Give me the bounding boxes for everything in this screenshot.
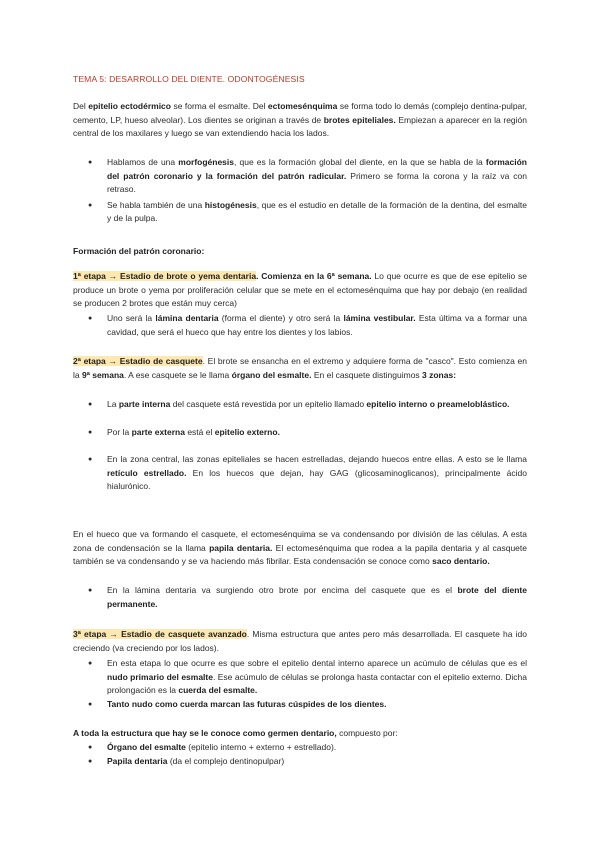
- heading-text: Formación del patrón coronario:: [73, 246, 205, 256]
- text: La: [107, 399, 119, 409]
- text: (epitelio interno + externo + estrellado).: [185, 742, 337, 752]
- text: Empiezan a aparecer en la región central de los maxilares y luego se van extendiendo hacia los lados.: [73, 114, 527, 138]
- list-item: [73, 312, 527, 339]
- text: (forma el diente) y otro será la: [218, 313, 344, 323]
- etapa3-list: [73, 657, 527, 711]
- bold-text: . Comienza en la 6ª semana.: [256, 271, 372, 281]
- list-item: [73, 156, 527, 197]
- etapa2-paragraph: [73, 355, 527, 382]
- text: Uno será la: [107, 313, 156, 323]
- text: está el: [184, 426, 215, 437]
- text: Del: [73, 101, 89, 111]
- germen-paragraph: [73, 727, 527, 741]
- bold-text: saco dentario.: [432, 556, 490, 566]
- bold-text: cuerda del esmalte.: [178, 685, 258, 695]
- bold-text: epitelio ectodérmico: [88, 101, 171, 111]
- bold-text: morfogénesis: [178, 157, 235, 167]
- bold-text: histogénesis: [204, 199, 257, 210]
- text: En la lámina dentaria va surgiendo otro brote por encima del casquete que es el: [107, 585, 458, 595]
- bold-text: formación del patrón coronario y la formación del patrón radicular.: [107, 157, 527, 181]
- text: En la zona central, las zonas epiteliales se hacen estrelladas, dejando huecos entre ellas. A esto se le llama: [107, 454, 527, 464]
- list-item: [73, 426, 527, 440]
- bold-text: parte interna: [118, 399, 171, 409]
- bold-text: brote del diente permanente.: [107, 585, 527, 609]
- bold-text: brotes epiteliales.: [323, 114, 396, 125]
- text: se forma el esmalte. Del: [170, 101, 268, 111]
- etapa1-list: [73, 312, 527, 339]
- hueco-paragraph: [73, 528, 527, 569]
- list-item: [73, 741, 527, 755]
- page-title: TEMA 5: DESARROLLO DEL DIENTE. ODONTOGÉNESIS: [73, 74, 305, 84]
- list-item: [73, 398, 527, 412]
- bullet-list-morfogenesis: [73, 156, 527, 226]
- text: Hablamos de una: [107, 157, 179, 167]
- section-heading: [73, 245, 527, 259]
- highlighted-heading: 1ª etapa → Estadio de brote o yema dentaria: [73, 271, 257, 281]
- bold-text: A toda la estructura que hay se le conoce como germen dentario,: [73, 728, 337, 738]
- germen-list: [73, 741, 527, 768]
- list-item: [73, 755, 527, 769]
- text: En el hueco que va formando el casquete, el ectomesénquima se va condensando por división de las células. A esta zona de condensación se la llama: [73, 529, 527, 553]
- bold-text: 9ª semana: [81, 369, 124, 380]
- text: En esta etapa lo que ocurre es que sobre el epitelio dental interno aparece un acúmulo de células que es el: [107, 658, 527, 668]
- text: , que es el estudio en detalle de la formación de la dentina, del esmalte y de la pulpa.: [107, 199, 527, 223]
- text: Primero se forma la corona y la raíz va con retraso.: [107, 170, 527, 194]
- text: Esta última va a formar una cavidad, que será el hueco que hay entre los dientes y los labios.: [107, 313, 528, 337]
- list-item: [73, 453, 527, 494]
- text: . Misma estructura que antes pero más desarrollada. El casquete ha ido creciendo (va creciendo por los lados).: [73, 629, 527, 653]
- etapa1-paragraph: [73, 270, 527, 311]
- bold-text: lámina vestibular.: [343, 313, 416, 323]
- bold-text: 3 zonas:: [422, 369, 457, 380]
- bold-text: Tanto nudo como cuerda marcan las futuras cúspides de los dientes.: [107, 698, 387, 709]
- bold-text: lámina dentaria: [155, 313, 219, 323]
- text: En los huecos que dejan, hay GAG (glicosaminoglicanos), principalmente ácido hialurónico.: [107, 467, 527, 491]
- bold-text: parte externa: [131, 426, 185, 437]
- text: (da el complejo dentinopulpar): [167, 755, 285, 766]
- etapa2-list: [73, 398, 527, 494]
- list-item: [73, 199, 527, 226]
- text: compuesto por:: [336, 728, 398, 738]
- bold-text: nudo primario del esmalte: [107, 671, 213, 682]
- etapa3-paragraph: [73, 628, 527, 655]
- text: Se habla también de una: [107, 199, 205, 210]
- highlighted-heading: 3ª etapa → Estadio de casquete avanzado: [73, 629, 247, 639]
- text: . A ese casquete se le llama: [123, 369, 232, 380]
- bold-text: órgano del esmalte.: [231, 369, 312, 380]
- list-item: [73, 657, 527, 698]
- bold-text: Órgano del esmalte: [107, 742, 186, 752]
- intro-paragraph: [73, 100, 527, 141]
- bold-text: ectomesénquima: [267, 101, 338, 111]
- bold-text: retículo estrellado.: [107, 467, 187, 478]
- list-item: [73, 584, 527, 611]
- bold-text: epitelio interno o preameloblástico.: [366, 399, 510, 409]
- bold-text: Papila dentaria: [107, 755, 168, 766]
- text: . Ese acúmulo de células se prolonga hasta contactar con el epitelio externo. Dicha prolongación es la: [107, 671, 527, 695]
- hueco-list: [73, 584, 527, 611]
- text: se forma todo lo demás (complejo dentina-pulpar, cemento, LP, hueso alveolar). Los dientes se originan a través de: [73, 101, 527, 125]
- list-item: [73, 698, 527, 712]
- text: En el casquete distinguimos: [311, 369, 423, 380]
- text: . El brote se ensancha en el extremo y adquiere forma de "casco". Esto comienza en la: [73, 356, 528, 380]
- bold-text: papila dentaria.: [209, 542, 273, 553]
- text: , que es la formación global del diente, en la que se habla de la: [234, 157, 486, 167]
- text: Por la: [107, 426, 132, 437]
- highlighted-heading: 2ª etapa → Estadio de casquete: [73, 356, 203, 366]
- text: Lo que ocurre es que de ese epitelio se produce un brote o yema por proliferación celular que se mete en el ectomesénquima que hay por debajo (en realidad se producen 2 brotes que están muy cerca): [73, 271, 528, 308]
- text: El ectomesénquima que rodea a la papila dentaria y al casquete también se va condensando y se va haciendo más fibrilar. Esta condensación se conoce como: [73, 542, 527, 566]
- bold-text: epitelio externo.: [214, 426, 280, 437]
- text: del casquete está revestida por un epitelio llamado: [170, 399, 367, 409]
